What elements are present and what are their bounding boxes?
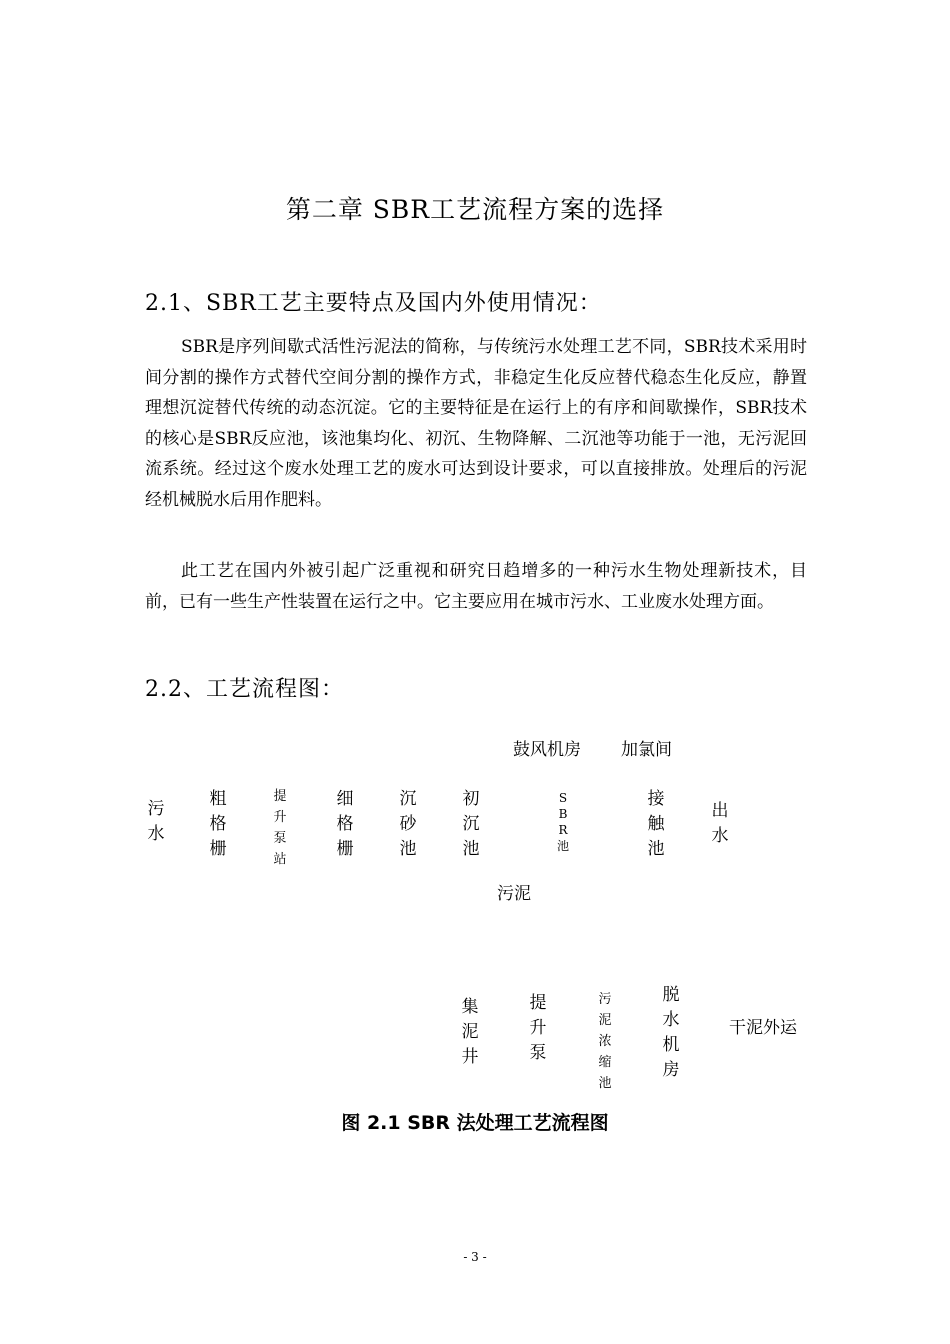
coarse-screen-node: 粗格栅 <box>209 789 227 859</box>
section-heading-2-1: 2.1、SBR工艺主要特点及国内外使用情况： <box>145 291 602 316</box>
sludge-thickener-node: 污泥浓缩池 <box>598 992 612 1091</box>
figure-caption: 图 2.1 SBR 法处理工艺流程图 <box>341 1112 609 1134</box>
grit-chamber-node: 沉砂池 <box>399 789 417 859</box>
fine-screen-node: 细格栅 <box>336 789 354 859</box>
lift-pump-node: 提升泵 <box>529 993 547 1063</box>
sbr-tank-node: SBR池 <box>556 791 569 853</box>
primary-settling-node: 初沉池 <box>462 789 480 859</box>
chapter-title: 第二章 SBR工艺流程方案的选择 <box>285 195 665 224</box>
blower-room-label: 鼓风机房 <box>513 740 581 760</box>
dewatering-room-node: 脱水机房 <box>662 985 680 1080</box>
sludge-label: 污泥 <box>497 884 531 904</box>
dry-sludge-out-node: 干泥外运 <box>729 1018 797 1038</box>
effluent-node: 出水 <box>711 801 729 846</box>
paragraph-sbr-intro: SBR是序列间歇式活性污泥法的简称，与传统污水处理工艺不同，SBR技术采用时间分割的操作方式替代空间分割的操作方式，非稳定生化反应替代稳态生化反应，静置理想沉淀替代传统的动态沉淀。它的主要特征是在运行上的有序和间歇操作，SBR技术的核心是SBR反应池，该池集均化、初沉、生物降解、二沉池等功能于一池，无污泥回流系统。经过这个废水处理工艺的废水可达到设计要求，可以直接排放。处理后的污泥经机械脱水后用作肥料。 <box>145 337 807 510</box>
chlorination-room-label: 加氯间 <box>621 740 672 760</box>
page-number: - 3 - <box>463 1250 487 1264</box>
sewage-node: 污水 <box>147 799 165 844</box>
contact-tank-node: 接触池 <box>647 789 665 859</box>
sludge-well-node: 集泥井 <box>461 997 479 1067</box>
paragraph-sbr-application: 此工艺在国内外被引起广泛重视和研究日趋增多的一种污水生物处理新技术，目前，已有一些生产性装置在运行之中。它主要应用在城市污水、工业废水处理方面。 <box>145 561 807 612</box>
lift-pump-station-node: 提升泵站 <box>273 789 287 867</box>
section-heading-2-2: 2.2、工艺流程图： <box>145 677 344 702</box>
